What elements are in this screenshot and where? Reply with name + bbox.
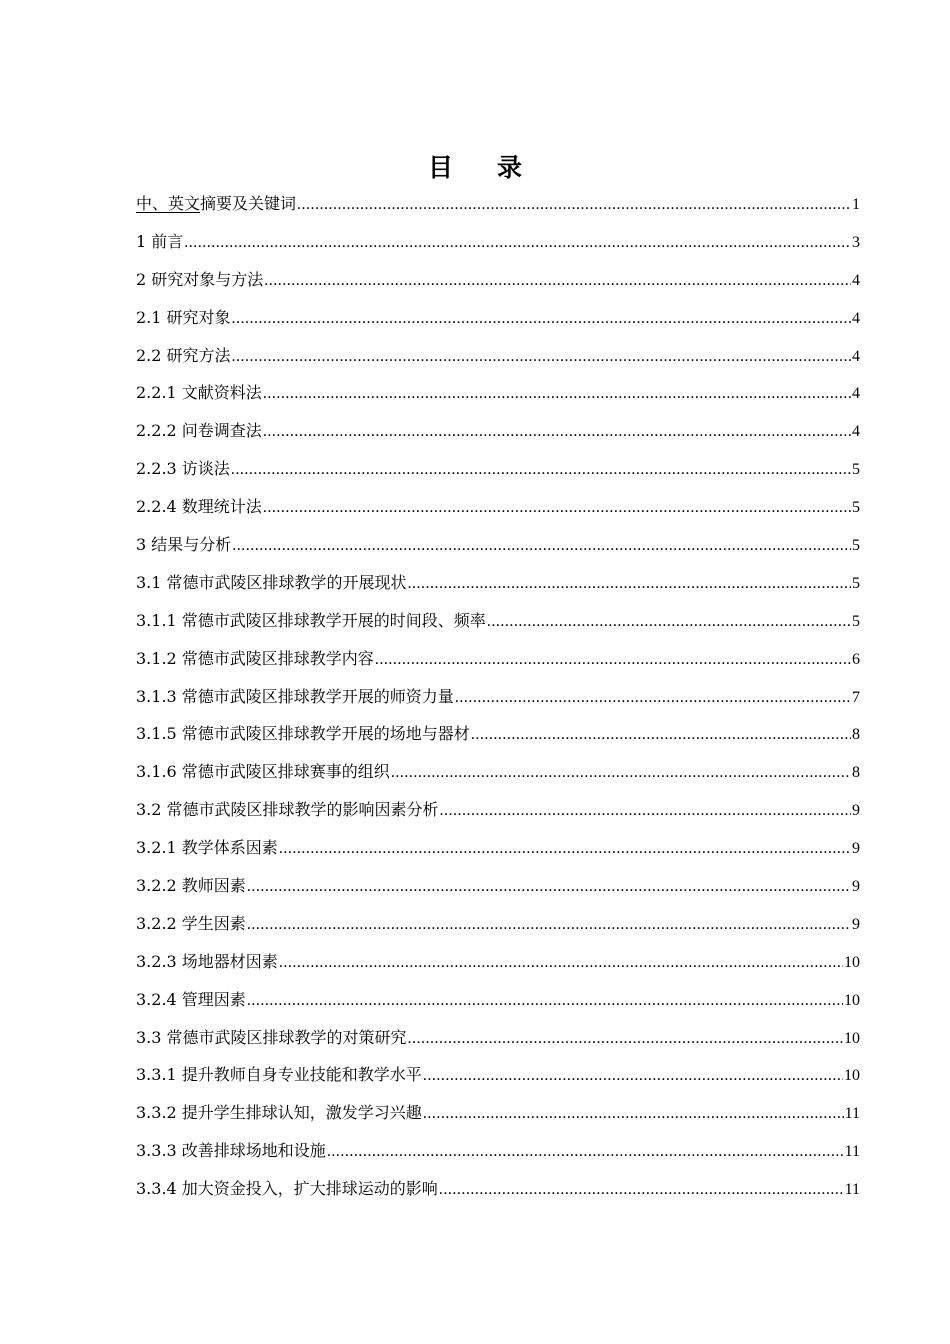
toc-leader-dots bbox=[247, 987, 843, 1015]
toc-entry-label bbox=[136, 645, 374, 673]
toc-leader-dots bbox=[247, 873, 851, 901]
toc-leader-dots bbox=[455, 684, 851, 712]
toc-entry[interactable] bbox=[136, 569, 860, 607]
toc-entry-label-text: 3.2 常德市武陵区排球教学的影响因素分析 bbox=[136, 800, 439, 820]
toc-leader-dots bbox=[391, 759, 851, 787]
toc-entry-page-number: 11 bbox=[844, 1105, 860, 1123]
toc-entry[interactable] bbox=[136, 1061, 860, 1099]
toc-entry[interactable] bbox=[136, 304, 860, 342]
toc-entry-label bbox=[136, 266, 263, 294]
toc-entry-label-text: 3.3.4 加大资金投入，扩大排球运动的影响 bbox=[136, 1179, 438, 1199]
toc-entry[interactable] bbox=[136, 758, 860, 796]
toc-entry-label bbox=[136, 379, 262, 407]
toc-entry-page-number: 6 bbox=[852, 650, 860, 668]
toc-entry[interactable] bbox=[136, 493, 860, 531]
toc-entry-label-text: 3.2.1 教学体系因素 bbox=[136, 838, 278, 858]
toc-entry[interactable] bbox=[136, 1137, 860, 1175]
toc-entry[interactable] bbox=[136, 645, 860, 683]
toc-entry-page-number: 4 bbox=[852, 309, 860, 327]
toc-entry-label-text: 2 研究对象与方法 bbox=[136, 269, 264, 289]
toc-entry-page-number: 7 bbox=[852, 688, 860, 706]
toc-leader-dots bbox=[279, 835, 851, 863]
toc-entry[interactable] bbox=[136, 1099, 860, 1137]
toc-entry[interactable] bbox=[136, 379, 860, 417]
toc-entry-label bbox=[136, 228, 183, 256]
toc-entry[interactable] bbox=[136, 455, 860, 493]
toc-leader-dots bbox=[487, 608, 851, 636]
toc-leader-dots bbox=[471, 721, 851, 749]
toc-leader-dots bbox=[423, 1062, 843, 1090]
toc-entry-label bbox=[136, 683, 454, 711]
toc-entry-page-number: 8 bbox=[852, 726, 860, 744]
toc-entry-page-number: 5 bbox=[852, 499, 860, 517]
toc-entry-label bbox=[136, 304, 231, 332]
toc-entry-label bbox=[136, 455, 230, 483]
page-title bbox=[0, 148, 950, 184]
toc-entry-page-number: 4 bbox=[852, 347, 860, 365]
toc-entry-page-number: 10 bbox=[844, 991, 860, 1009]
toc-entry-label-text: 2.2.3 访谈法 bbox=[136, 459, 230, 479]
toc-leader-dots bbox=[232, 305, 851, 333]
toc-entry[interactable] bbox=[136, 796, 860, 834]
toc-entry-label-text: 3.2.2 教师因素 bbox=[136, 876, 246, 896]
toc-entry[interactable] bbox=[136, 720, 860, 758]
toc-entry-label-text: 3.3 常德市武陵区排球教学的对策研究 bbox=[136, 1027, 407, 1047]
toc-entry-label bbox=[136, 910, 246, 938]
toc-entry-page-number: 8 bbox=[852, 764, 860, 782]
toc-entry-label bbox=[136, 1099, 422, 1127]
toc-entry-page-number: 4 bbox=[852, 423, 860, 441]
toc-entry-label bbox=[136, 607, 486, 635]
toc-leader-dots bbox=[263, 380, 851, 408]
toc-leader-dots bbox=[264, 267, 851, 295]
toc-entry-label bbox=[136, 342, 231, 370]
toc-leader-dots bbox=[263, 418, 851, 446]
toc-entry-label-text: 3.3.3 改善排球场地和设施 bbox=[136, 1141, 326, 1161]
toc-entry-label-text: 3.2.2 学生因素 bbox=[136, 913, 246, 933]
toc-entry-label-text: 摘要及关键词 bbox=[200, 194, 297, 213]
title-char-2: 录 bbox=[497, 153, 523, 182]
toc-entry[interactable] bbox=[136, 607, 860, 645]
toc-entry[interactable] bbox=[136, 190, 860, 228]
toc-entry-label bbox=[136, 796, 439, 824]
toc-entry-page-number: 11 bbox=[844, 1181, 860, 1199]
toc-entry-label-text: 2.2.2 问卷调查法 bbox=[136, 421, 262, 441]
toc-entry-label bbox=[136, 569, 407, 597]
toc-entry-label bbox=[136, 872, 246, 900]
toc-entry-page-number: 9 bbox=[852, 802, 860, 820]
toc-entry[interactable] bbox=[136, 834, 860, 872]
toc-entry-label-text: 3.2.4 管理因素 bbox=[136, 989, 246, 1009]
toc-leader-dots bbox=[423, 1100, 844, 1128]
toc-entry-label-underlined: 中、英文 bbox=[136, 194, 201, 213]
toc-entry-label-text: 3.1.6 常德市武陵区排球赛事的组织 bbox=[136, 762, 390, 782]
toc-entry[interactable] bbox=[136, 1024, 860, 1062]
toc-entry[interactable] bbox=[136, 948, 860, 986]
toc-entry-label-text: 3.3.1 提升教师自身专业技能和教学水平 bbox=[136, 1065, 422, 1085]
toc-leader-dots bbox=[232, 532, 851, 560]
toc-entry-label-text: 2.2.4 数理统计法 bbox=[136, 497, 262, 517]
toc-entry-label-text: 3.1.1 常德市武陵区排球教学开展的时间段、频率 bbox=[136, 610, 486, 630]
toc-leader-dots bbox=[297, 191, 851, 219]
toc-leader-dots bbox=[279, 949, 843, 977]
toc-entry-label bbox=[136, 1061, 422, 1089]
toc-leader-dots bbox=[184, 229, 851, 257]
toc-entry-page-number: 3 bbox=[852, 233, 860, 251]
toc-entry-page-number: 4 bbox=[852, 271, 860, 289]
toc-entry-label-text: 3.1.5 常德市武陵区排球教学开展的场地与器材 bbox=[136, 724, 470, 744]
toc-entry-label-text: 3.3.2 提升学生排球认知，激发学习兴趣 bbox=[136, 1103, 422, 1123]
toc-entry-page-number: 1 bbox=[852, 196, 860, 213]
toc-entry[interactable] bbox=[136, 872, 860, 910]
toc-leader-dots bbox=[408, 570, 851, 598]
toc-leader-dots bbox=[439, 1176, 844, 1204]
title-char-1: 目 bbox=[427, 153, 453, 182]
toc-entry-page-number: 5 bbox=[852, 461, 860, 479]
toc-entry-label bbox=[136, 948, 278, 976]
toc-entry-label-text: 2.1 研究对象 bbox=[136, 307, 231, 327]
toc-entry-page-number: 5 bbox=[852, 612, 860, 630]
toc-entry-page-number: 5 bbox=[852, 537, 860, 555]
table-of-contents bbox=[136, 190, 860, 1213]
toc-entry[interactable] bbox=[136, 417, 860, 455]
toc-entry-label bbox=[136, 1024, 407, 1052]
toc-entry-label bbox=[136, 417, 262, 445]
toc-entry-label-text: 3.2.3 场地器材因素 bbox=[136, 951, 278, 971]
toc-entry-label-text: 2.2.1 文献资料法 bbox=[136, 383, 262, 403]
toc-entry-label bbox=[136, 531, 231, 559]
toc-leader-dots bbox=[232, 343, 851, 371]
toc-entry[interactable] bbox=[136, 266, 860, 304]
toc-entry[interactable] bbox=[136, 228, 860, 266]
toc-leader-dots bbox=[440, 797, 851, 825]
toc-entry-page-number: 10 bbox=[844, 953, 860, 971]
toc-entry-page-number: 5 bbox=[852, 574, 860, 592]
toc-entry-label-text: 1 前言 bbox=[136, 231, 184, 251]
toc-entry[interactable] bbox=[136, 910, 860, 948]
toc-entry-label bbox=[136, 1175, 438, 1203]
toc-entry[interactable] bbox=[136, 342, 860, 380]
toc-entry-page-number: 9 bbox=[852, 915, 860, 933]
toc-entry-page-number: 11 bbox=[844, 1143, 860, 1161]
toc-entry-page-number: 4 bbox=[852, 385, 860, 403]
toc-entry-label bbox=[136, 1137, 326, 1165]
toc-entry-label bbox=[136, 758, 390, 786]
toc-entry-label-text: 3.1.3 常德市武陵区排球教学开展的师资力量 bbox=[136, 686, 454, 706]
toc-entry[interactable] bbox=[136, 683, 860, 721]
toc-entry[interactable] bbox=[136, 986, 860, 1024]
toc-leader-dots bbox=[231, 456, 851, 484]
toc-entry-page-number: 10 bbox=[844, 1029, 860, 1047]
toc-entry-label bbox=[136, 493, 262, 521]
toc-entry[interactable] bbox=[136, 1175, 860, 1213]
toc-entry-page-number: 9 bbox=[852, 878, 860, 896]
toc-entry-label-text: 3.1.2 常德市武陵区排球教学内容 bbox=[136, 648, 374, 668]
toc-leader-dots bbox=[327, 1138, 844, 1166]
toc-leader-dots bbox=[247, 911, 851, 939]
toc-entry-label-text: 2.2 研究方法 bbox=[136, 345, 231, 365]
toc-leader-dots bbox=[375, 646, 851, 674]
toc-entry-page-number: 9 bbox=[852, 840, 860, 858]
toc-leader-dots bbox=[263, 494, 851, 522]
toc-entry-page-number: 10 bbox=[844, 1067, 860, 1085]
toc-entry[interactable] bbox=[136, 531, 860, 569]
toc-entry-label-text: 3 结果与分析 bbox=[136, 535, 232, 555]
toc-entry-label bbox=[136, 834, 278, 862]
toc-leader-dots bbox=[408, 1025, 843, 1053]
toc-entry-label bbox=[136, 190, 296, 218]
toc-entry-label bbox=[136, 986, 246, 1014]
toc-entry-label-text: 3.1 常德市武陵区排球教学的开展现状 bbox=[136, 572, 407, 592]
toc-entry-label bbox=[136, 720, 470, 748]
